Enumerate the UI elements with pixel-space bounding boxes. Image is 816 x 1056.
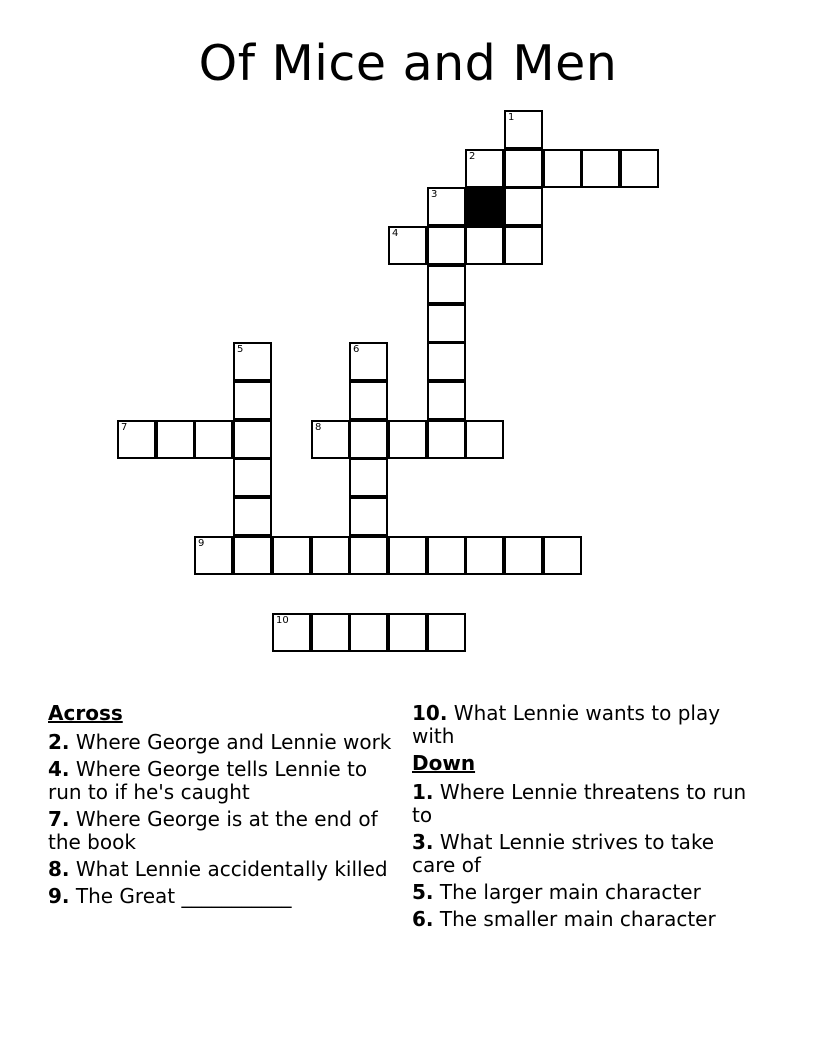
answer-cell[interactable] xyxy=(427,342,466,381)
clue-across-4 xyxy=(48,758,398,804)
clue-number: 3. xyxy=(412,830,434,854)
clue-down-1 xyxy=(412,781,752,827)
answer-cell[interactable] xyxy=(349,536,388,575)
cell-number: 8 xyxy=(315,422,322,433)
clue-number: 2. xyxy=(48,730,70,754)
answer-cell[interactable] xyxy=(349,420,388,459)
answer-cell[interactable] xyxy=(427,265,466,304)
clue-cell-6[interactable] xyxy=(349,342,388,381)
clue-cell-5[interactable] xyxy=(233,342,272,381)
down-heading: Down xyxy=(412,751,476,775)
answer-cell[interactable] xyxy=(233,381,272,420)
answer-cell[interactable] xyxy=(349,497,388,536)
answer-cell[interactable] xyxy=(543,149,582,188)
answer-cell[interactable] xyxy=(233,497,272,536)
answer-cell[interactable] xyxy=(349,381,388,420)
answer-cell[interactable] xyxy=(233,420,272,459)
clue-text: The smaller main character xyxy=(433,907,716,931)
clue-cell-9[interactable] xyxy=(194,536,233,575)
clue-number: 1. xyxy=(412,780,434,804)
clue-across-2 xyxy=(48,731,398,754)
clue-cell-8[interactable] xyxy=(311,420,350,459)
cell-number: 2 xyxy=(469,151,476,162)
answer-cell[interactable] xyxy=(311,536,350,575)
clue-text: Where George is at the end of the book xyxy=(48,807,378,854)
clues-column-right xyxy=(412,702,752,935)
clue-number: 8. xyxy=(48,857,70,881)
answer-cell[interactable] xyxy=(427,420,466,459)
clue-cell-4[interactable] xyxy=(388,226,427,265)
clue-text: Where Lennie threatens to run to xyxy=(412,780,747,827)
answer-cell[interactable] xyxy=(349,613,388,652)
clue-cell-10[interactable] xyxy=(272,613,311,652)
clue-down-5 xyxy=(412,881,752,904)
clue-down-3 xyxy=(412,831,752,877)
page-title: Of Mice and Men xyxy=(198,35,618,92)
answer-cell[interactable] xyxy=(427,613,466,652)
answer-cell[interactable] xyxy=(388,536,427,575)
across-heading: Across xyxy=(48,701,123,725)
clue-across-8 xyxy=(48,858,398,881)
clue-across-7 xyxy=(48,808,398,854)
answer-cell[interactable] xyxy=(581,149,620,188)
answer-cell[interactable] xyxy=(388,613,427,652)
clue-text: What Lennie wants to play with xyxy=(412,701,721,748)
clue-text: The larger main character xyxy=(433,880,701,904)
clue-number: 5. xyxy=(412,880,434,904)
cell-number: 10 xyxy=(276,615,289,626)
cell-number: 5 xyxy=(237,344,244,355)
answer-cell[interactable] xyxy=(311,613,350,652)
cell-number: 4 xyxy=(392,228,399,239)
answer-cell[interactable] xyxy=(504,226,543,265)
cell-number: 3 xyxy=(431,189,438,200)
clue-text: What Lennie strives to take care of xyxy=(412,830,715,877)
answer-cell[interactable] xyxy=(427,536,466,575)
answer-cell[interactable] xyxy=(427,304,466,343)
clue-number: 9. xyxy=(48,884,70,908)
answer-cell[interactable] xyxy=(504,149,543,188)
clue-text: What Lennie accidentally killed xyxy=(69,857,388,881)
answer-cell[interactable] xyxy=(465,536,504,575)
clue-across-10 xyxy=(412,702,752,748)
cell-number: 1 xyxy=(508,112,515,123)
answer-cell[interactable] xyxy=(620,149,659,188)
clue-cell-1[interactable] xyxy=(504,110,543,149)
answer-cell[interactable] xyxy=(233,458,272,497)
answer-cell[interactable] xyxy=(427,381,466,420)
clues-column-left xyxy=(48,702,398,912)
clue-text: Where George and Lennie work xyxy=(69,730,392,754)
answer-cell[interactable] xyxy=(233,536,272,575)
answer-cell[interactable] xyxy=(465,226,504,265)
clue-cell-2[interactable] xyxy=(465,149,504,188)
answer-cell[interactable] xyxy=(388,420,427,459)
answer-cell[interactable] xyxy=(427,226,466,265)
black-square xyxy=(465,187,504,226)
cell-number: 6 xyxy=(353,344,360,355)
clue-cell-7[interactable] xyxy=(117,420,156,459)
answer-cell[interactable] xyxy=(272,536,311,575)
answer-cell[interactable] xyxy=(349,458,388,497)
cell-number: 7 xyxy=(121,422,128,433)
answer-cell[interactable] xyxy=(543,536,582,575)
clue-down-6 xyxy=(412,908,752,931)
clue-number: 4. xyxy=(48,757,70,781)
clue-number: 6. xyxy=(412,907,434,931)
answer-cell[interactable] xyxy=(194,420,233,459)
cell-number: 9 xyxy=(198,538,205,549)
answer-cell[interactable] xyxy=(504,187,543,226)
clue-across-9 xyxy=(48,885,398,908)
clue-number: 10. xyxy=(412,701,448,725)
clue-number: 7. xyxy=(48,807,70,831)
answer-cell[interactable] xyxy=(504,536,543,575)
clue-cell-3[interactable] xyxy=(427,187,466,226)
answer-cell[interactable] xyxy=(156,420,195,459)
clue-text: Where George tells Lennie to run to if he's caught xyxy=(48,757,368,804)
answer-cell[interactable] xyxy=(465,420,504,459)
clue-text: The Great ___________ xyxy=(69,884,292,908)
